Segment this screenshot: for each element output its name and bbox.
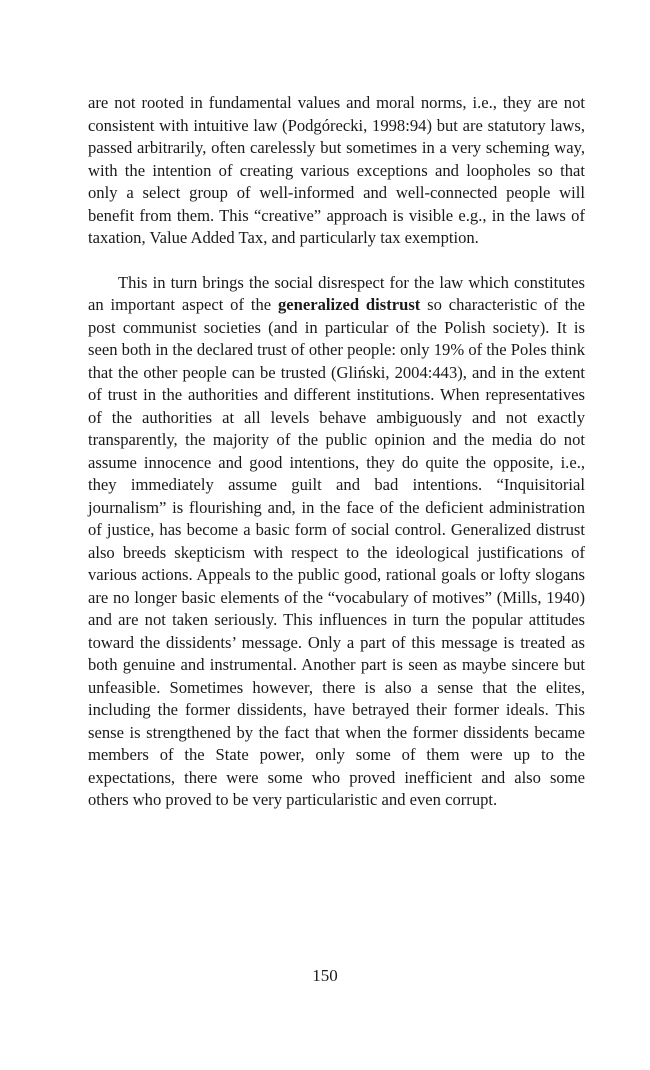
paragraph-2-bold-term: generalized distrust <box>277 295 421 314</box>
page-number: 150 <box>312 966 338 985</box>
paragraph-1-text: are not rooted in fundamental values and moral norms, i.e., they are not consistent with intuitive law (Podgórecki, 1998:94) but are statutory laws, passed arbitrarily, often carelessly but sometimes in a very scheming way, with the intention of creating various exceptions and loopholes so that only a select group of well-informed and well-connected people will benefit from them. This “creative” approach is visible e.g., in the laws of taxation, Value Added Tax, and particularly tax exemption. <box>88 93 585 247</box>
page-body <box>88 92 585 812</box>
paragraph-2 <box>88 272 585 812</box>
paragraph-1 <box>88 92 585 250</box>
paragraph-2-text-start: This in turn brings the social disrespect for the law which constitutes an important aspect of the <box>88 272 585 314</box>
paragraph-2-text-end: so characteristic of the post communist societies (and in particular of the Polish society). It is seen both in the declared trust of other people: only 19% of the Poles think that the other people can be trusted (Gliński, 2004:443), and in the extent of trust in the authorities and different institutions. When representatives of the authorities at all levels behave ambiguously and not exactly transparently, the majority of the public opinion and the media do not assume innocence and good intentions, they do quite the opposite, i.e., they immediately assume guilt and bad intentions. “Inquisitorial journalism” is flourishing and, in the face of the deficient administration of justice, has become a basic form of social control. Generalized distrust also breeds skepticism with respect to the ideological justifications of various actions. Appeals to the public good, rational goals or lofty slogans are no longer basic elements of the “vocabulary of motives” (Mills, 1940) and are not taken seriously. This influences in turn the popular attitudes toward the dissidents’ message. Only a part of this message is treated as both genuine and instrumental. Another part is seen as maybe sincere but unfeasible. Sometimes however, there is also a sense that the elites, including the former dissidents, have betrayed their former ideals. This sense is strengthened by the fact that when the former dissidents became members of the State power, only some of them were up to the expectations, there were some who proved inefficient and also some others who proved to be very particularistic and even corrupt. <box>88 295 585 809</box>
